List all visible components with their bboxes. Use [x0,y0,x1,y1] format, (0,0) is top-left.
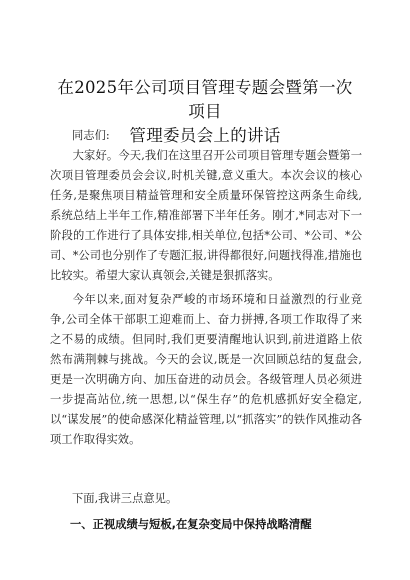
salutation: 同志们: [72,129,110,142]
body-paragraph: 大家好。今天,我们在这里召开公司项目管理专题会暨第一次项目管理委员会会议,时机关键,意义重大。本次会议的核心任务,是聚焦项目精益管理和安全质量环保管控这两条生命线,系统总结上半年工作,精准部署下半年任务。刚才,*同志对下一阶段的工作进行了具体安排,相关单位,包括*公司、*公司、*公司、*公司也分别作了专题汇报,讲得都很好,问题找得准,措施也比较实。希望大家认真领会,关键是狠抓落实。 [50,149,362,282]
section-heading: 一、正视成绩与短板,在复杂变局中保持战略清醒 [70,518,312,531]
body-paragraph-1-container [50,146,362,286]
title-line-2: 管理委员会上的讲话 [129,126,281,145]
body-paragraph-2-container [50,290,362,450]
title-line-1: 在2025年公司项目管理专题会暨第一次项目 [57,78,353,121]
body-paragraph: 今年以来,面对复杂严峻的市场环境和日益激烈的行业竞争,公司全体干部职工迎难而上、奋力拼搏,各项工作取得了来之不易的成绩。但同时,我们更要清醒地认识到,前进道路上依然布满荆棘与挑战。今天的会议,既是一次回顾总结的复盘会,更是一次明确方向、加压奋进的动员会。各级管理人员必须进一步提高站位,统一思想,以“保生存”的危机感抓好安全稳定,以“谋发展”的使命感深化精益管理,以“抓落实”的铁作风推动各项工作取得实效。 [50,293,362,446]
lead-in-text: 下面,我讲三点意见。 [72,492,178,505]
